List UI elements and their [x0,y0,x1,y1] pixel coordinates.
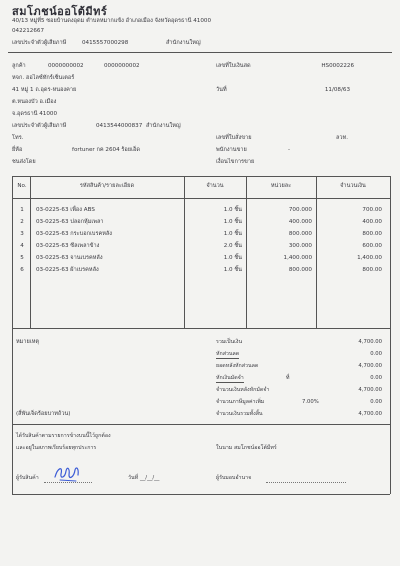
row-no: 5 [20,255,24,261]
col-desc-header: รหัสสินค้า/รายละเอียด [79,183,135,189]
row-amount: 800.00 [362,267,382,273]
row-qty: 1.0 ชิ้น [223,219,242,225]
deposit-label: หักเงินมัดจำ [216,375,244,381]
row-desc: 03-0225-63 กระบอกเบรคหลัง [36,231,113,237]
customer-tel-label: โทร. [12,135,24,141]
customer-code-label: ลูกค้า [12,63,26,69]
company-name: สมโภชน์ออโต้มีทร์ [12,5,108,18]
col-no-header: No. [17,183,27,189]
doc-no: HS0002226 [321,63,354,69]
authorized-signature-line [266,482,346,483]
after-discount-label: ยอดหลังหักส่วนลด [216,363,259,369]
after-discount-value: 4,700.00 [358,363,382,369]
discount-label: หักส่วนลด [216,351,240,357]
customer-address-3: จ.อุดรธานี 41000 [12,111,58,117]
discount-value: 0.00 [370,351,382,357]
row-desc: 03-0225-63 เพื่อง ABS [36,207,95,213]
header-divider [8,52,392,53]
grand-total-value: 4,700.00 [358,411,382,417]
row-qty: 1.0 ชิ้น [223,267,242,273]
grand-total-label: จำนวนเงินรวมทั้งสิ้น [216,411,263,417]
col-unit-header: หน่วยละ [270,183,292,189]
row-unit-price: 400.000 [288,219,312,225]
company-branch: สำนักงานใหญ่ [166,40,201,46]
doc-date: 11/08/63 [324,87,350,93]
row-amount: 700.00 [362,207,382,213]
vehicle-label: ยี่ห้อ [12,147,23,153]
customer-code: 0000000002 [48,63,84,69]
row-desc: 03-0225-63 ปลอกหุ้มเพลา [36,219,104,225]
row-qty: 2.0 ชิ้น [223,243,242,249]
row-no: 6 [20,267,24,273]
shipped-by-label: ชนส่งโดย [12,159,36,165]
salesman-value: - [288,147,291,153]
row-qty: 1.0 ชิ้น [223,231,242,237]
credit-label: ลวท. [336,135,349,141]
remark-label: หมายเหตุ [16,339,40,345]
salesman-label: พนักงานขาย [216,147,247,153]
after-deposit-label: จำนวนเงินหลังหักมัดจำ [216,387,270,393]
row-unit-price: 1,400.000 [283,255,312,261]
receipt-note-1: ได้รับสินค้าตามรายการข้างบนนี้ไว้ถูกต้อง [16,433,111,439]
row-desc: 03-0225-63 ซีลเพลาข้าง [36,243,100,249]
vat-rate: 7.00% [302,399,319,405]
col-amount-header: จำนวนเงิน [340,183,366,189]
receiver-label: ผู้รับสินค้า [16,475,39,481]
row-amount: 1,400.00 [357,255,382,261]
order-no-label: เลขที่ใบสั่งขาย [216,135,252,141]
row-no: 1 [20,207,24,213]
company-phone: 042212667 [12,28,45,34]
row-unit-price: 800.000 [288,267,312,273]
row-no: 4 [20,243,24,249]
vat-value: 0.00 [370,399,382,405]
after-deposit-value: 4,700.00 [358,387,382,393]
row-amount: 400.00 [362,219,382,225]
row-desc: 03-0225-63 ผ้าเบรคหลัง [36,267,99,273]
customer-address-1: 41 หมู่ 1 ถ.อุดร-หนองคาย [12,87,77,93]
customer-taxid: 0413544000837 [96,123,143,129]
row-amount: 800.00 [362,231,382,237]
receiver-date-blank: __/__/__ [140,475,160,481]
row-unit-price: 800.000 [288,231,312,237]
deposit-value: 0.00 [370,375,382,381]
terms-label: เงื่อนไขการขาย [216,159,255,165]
receiver-date-label: วันที่ [128,475,139,481]
row-no: 3 [20,231,24,237]
customer-branch: สำนักงานใหญ่ [146,123,181,129]
doc-date-label: วันที่ [216,87,227,93]
company-taxid: 0415557000298 [82,40,129,46]
receiver-signature [52,462,82,484]
row-no: 2 [20,219,24,225]
deposit-no-label: ที่ [286,375,290,381]
company-address: 40/13 หมู่ที่5 ซอยบ้านดงอุดม ตำบลหมากแข้ง อำเภอเมือง จังหวัดอุดรธานี 41000 [12,18,212,24]
customer-code-2: 0000000002 [104,63,140,69]
doc-no-label: เลขที่ใบเงินสด [216,63,251,69]
row-desc: 03-0225-63 จานเบรคหลัง [36,255,103,261]
customer-name: หจก. ฮอไลซ์ทักร์เซ็นเตอร์ [12,75,75,81]
row-qty: 1.0 ชิ้น [223,255,242,261]
vehicle-value: fortuner กค 2604 ร้อยเอ็ด [72,147,140,153]
customer-taxid-label: เลขประจำตัวผู้เสียภาษี [12,123,67,129]
subtotal-value: 4,700.00 [358,339,382,345]
on-behalf-of: ในนาม สมโภชน์ออโต้มีทร์ [216,445,277,451]
row-unit-price: 300.000 [288,243,312,249]
vat-label: จำนวนภาษีมูลค่าเพิ่ม [216,399,265,405]
subtotal-label: รวมเป็นเงิน [216,339,243,345]
row-amount: 600.00 [362,243,382,249]
authorized-label: ผู้รับมอบอำนาจ [216,475,252,481]
receipt-note-2: และอยู่ในสภาพเรียบร้อยทุกประการ [16,445,97,451]
customer-address-2: ต.หนองบัว อ.เมือง [12,99,57,105]
row-unit-price: 700.000 [288,207,312,213]
row-qty: 1.0 ชิ้น [223,207,242,213]
col-qty-header: จำนวน [206,183,224,189]
amount-in-words: (สี่พันเจ็ดร้อยบาทถ้วน) [16,411,71,417]
company-taxid-label: เลขประจำตัวผู้เสียภาษี [12,40,67,46]
